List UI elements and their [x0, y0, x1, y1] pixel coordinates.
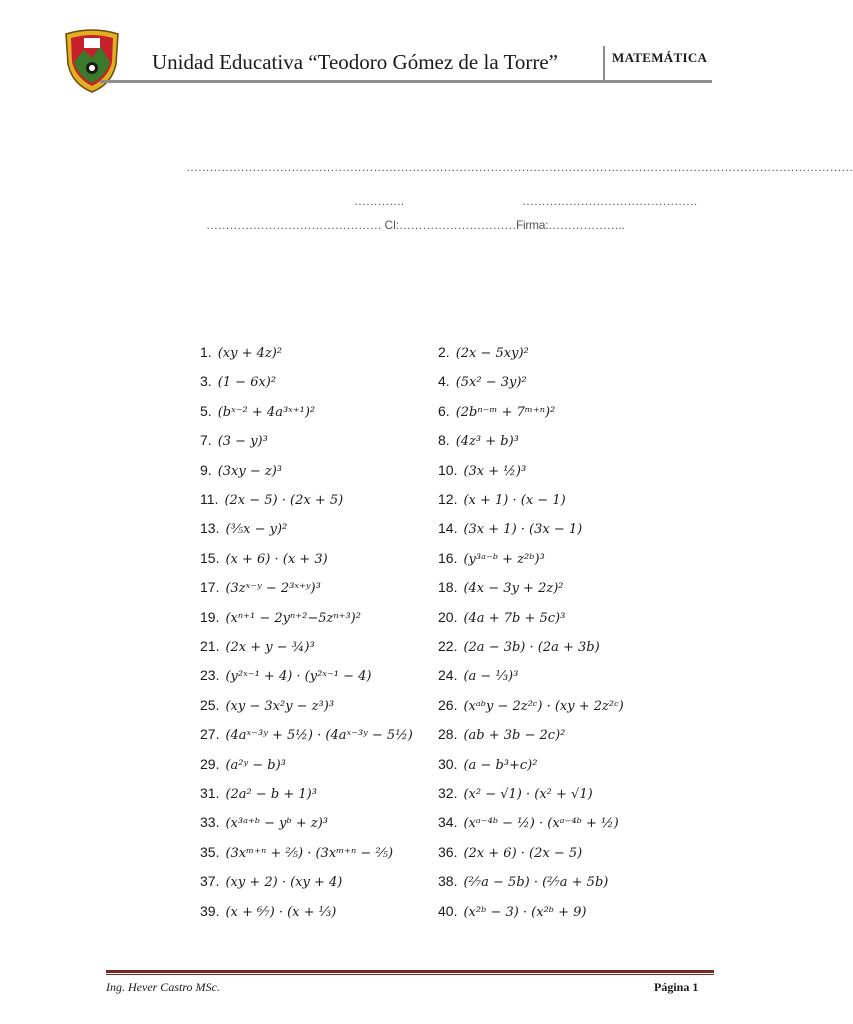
- exercise-item: [438, 667, 518, 684]
- name-line: ………………………………………………………………………………………………………………………………………………………: [186, 160, 853, 174]
- exercise-expression: (2a − 3b) · (2a + 3b): [463, 640, 600, 655]
- exercise-number: 34.: [438, 814, 458, 831]
- exercise-expression: (x + 1) · (x − 1): [463, 493, 566, 508]
- exercise-item: [200, 403, 315, 420]
- exercise-number: 8.: [438, 432, 450, 449]
- exercise-number: 38.: [438, 873, 458, 890]
- exercise-number: 10.: [438, 461, 458, 478]
- exercise-expression: (3x + 1) · (3x − 1): [463, 522, 583, 538]
- exercise-item: [438, 403, 555, 420]
- author-label: Ing. Hever Castro MSc.: [106, 980, 220, 994]
- exercise-item: [438, 638, 600, 655]
- exercise-item: [438, 579, 563, 596]
- exercise-expression: (a²ʸ − b)³: [225, 757, 286, 773]
- exercise-expression: (xⁿ⁺¹ − 2yⁿ⁺²−5zⁿ⁺³)²: [225, 610, 361, 626]
- exercise-number: 23.: [200, 667, 220, 684]
- exercise-expression: (²⁄₇a − 5b) · (²⁄₇a + 5b): [463, 875, 609, 891]
- exercise-item: [438, 373, 527, 390]
- exercise-number: 4.: [438, 373, 450, 390]
- exercise-number: 26.: [438, 696, 458, 713]
- page-number: Página 1: [654, 980, 699, 994]
- exercise-item: [200, 726, 413, 743]
- exercise-number: 31.: [200, 785, 220, 801]
- exercise-item: [438, 462, 526, 479]
- exercise-expression: (2x − 5xy)²: [455, 346, 529, 361]
- exercise-item: [200, 579, 321, 596]
- exercise-item: [200, 491, 343, 508]
- exercise-item: [200, 638, 315, 655]
- exercise-expression: (x + 6) · (x + 3): [225, 551, 328, 567]
- exercise-number: 27.: [200, 726, 220, 743]
- school-crest-icon: [62, 28, 122, 94]
- exercise-expression: (3 − y)³: [217, 434, 268, 450]
- exercise-expression: (a − b³+c)²: [463, 757, 538, 773]
- exercise-item: [200, 814, 328, 831]
- exercise-number: 35.: [200, 843, 220, 860]
- header-rule: [100, 80, 712, 83]
- exercise-number: 7.: [200, 432, 212, 449]
- exercise-item: [200, 432, 268, 449]
- exercise-number: 17.: [200, 579, 220, 596]
- exercise-number: 13.: [200, 520, 220, 537]
- exercise-expression: (xy − 3x²y − z³)³: [225, 698, 335, 714]
- exercise-number: 18.: [438, 579, 458, 596]
- exercise-number: 15.: [200, 549, 220, 566]
- exercise-item: [438, 344, 529, 361]
- exercise-item: [438, 609, 565, 626]
- exercise-expression: (a − ⅓)³: [463, 669, 519, 685]
- exercise-item: [200, 903, 336, 920]
- exercise-expression: (bˣ⁻² + 4a³ˣ⁺¹)²: [217, 404, 316, 420]
- exercise-item: [438, 844, 582, 861]
- exercise-item: [438, 873, 608, 890]
- exercise-expression: (2x + y − ¾)³: [225, 640, 315, 655]
- exercise-expression: (x²ᵇ − 3) · (x²ᵇ + 9): [463, 904, 587, 920]
- exercise-item: [200, 344, 282, 361]
- exercise-expression: (4z³ + b)³: [455, 434, 519, 450]
- exercise-item: [438, 550, 545, 567]
- exercise-expression: (2x + 6) · (2x − 5): [463, 845, 583, 861]
- exercise-item: [200, 844, 393, 861]
- exercise-item: [200, 785, 317, 802]
- exercise-number: 40.: [438, 902, 458, 919]
- exercise-number: 19.: [200, 608, 220, 625]
- exercise-expression: (x² − √1) · (x² + √1): [463, 787, 593, 802]
- exercise-item: [200, 609, 361, 626]
- exercise-item: [200, 550, 328, 567]
- exercise-number: 20.: [438, 608, 458, 625]
- exercise-item: [438, 520, 582, 537]
- exercise-item: [200, 373, 276, 390]
- exercise-expression: (x³ᵃ⁺ᵇ − yᵇ + z)³: [225, 816, 329, 832]
- exercise-expression: (2x − 5) · (2x + 5): [224, 493, 344, 508]
- exercise-number: 1.: [200, 344, 212, 360]
- exercise-item: [200, 520, 287, 537]
- exercise-expression: (2a² − b + 1)³: [225, 787, 317, 802]
- exercise-number: 11.: [200, 491, 219, 507]
- header-divider: [603, 46, 605, 80]
- exercise-expression: (5x² − 3y)²: [455, 375, 527, 391]
- exercise-number: 2.: [438, 344, 450, 360]
- exercise-number: 37.: [200, 873, 220, 890]
- exercise-item: [200, 462, 282, 479]
- exercise-number: 6.: [438, 402, 450, 419]
- exercise-number: 12.: [438, 491, 458, 507]
- exercise-item: [438, 785, 593, 802]
- exercise-number: 24.: [438, 667, 458, 684]
- exercise-number: 33.: [200, 814, 220, 831]
- exercise-number: 14.: [438, 520, 458, 537]
- exercise-item: [438, 491, 566, 508]
- exercise-number: 30.: [438, 755, 458, 772]
- footer-rule-thin: [106, 974, 714, 975]
- exercise-number: 39.: [200, 902, 220, 919]
- exercise-item: [438, 432, 519, 449]
- exercise-item: [438, 903, 587, 920]
- exercise-expression: (1 − 6x)²: [217, 375, 277, 391]
- exercise-expression: (2bⁿ⁻ᵐ + 7ᵐ⁺ⁿ)²: [455, 404, 556, 420]
- exercise-number: 16.: [438, 549, 458, 566]
- exercise-number: 28.: [438, 726, 458, 743]
- exercise-number: 9.: [200, 461, 212, 478]
- exercise-expression: (⅗x − y)²: [225, 522, 288, 538]
- exercise-expression: (3xy − z)³: [217, 463, 282, 479]
- exercise-number: 3.: [200, 373, 212, 390]
- exercise-item: [438, 726, 565, 743]
- exercise-expression: (xy + 2) · (xy + 4): [225, 875, 343, 891]
- exercise-expression: (xy + 4z)²: [217, 346, 282, 361]
- exercise-expression: (xᵃᵇy − 2z²ᶜ) · (xy + 2z²ᶜ): [463, 698, 624, 714]
- course-line: ………….: [354, 194, 404, 208]
- exercise-expression: (4x − 3y + 2z)²: [463, 581, 564, 597]
- id-signature-line: ……………………………………… CI:…………………………Firma:………………..: [206, 218, 625, 232]
- exercise-item: [438, 756, 537, 773]
- exercise-item: [438, 814, 619, 831]
- exercise-number: 36.: [438, 843, 458, 860]
- school-title: Unidad Educativa “Teodoro Gómez de la Torre”: [152, 50, 559, 74]
- footer-rule: [106, 970, 714, 973]
- exercise-number: 5.: [200, 402, 212, 419]
- exercise-item: [200, 756, 286, 773]
- exercise-expression: (3x + ½)³: [463, 463, 527, 479]
- exercise-item: [438, 697, 624, 714]
- exercise-item: [200, 697, 334, 714]
- exercise-expression: (4a + 7b + 5c)³: [463, 610, 566, 626]
- exercise-number: 29.: [200, 755, 220, 772]
- exercise-expression: (ab + 3b − 2c)²: [463, 728, 566, 744]
- exercise-expression: (3zˣ⁻ʸ − 2³ˣ⁺ʸ)³: [225, 581, 321, 597]
- exercise-item: [200, 667, 372, 684]
- exercise-number: 32.: [438, 785, 458, 801]
- exercise-number: 22.: [438, 638, 458, 654]
- date-line: ………………………………………: [522, 194, 698, 208]
- exercise-item: [200, 873, 342, 890]
- exercise-number: 21.: [200, 638, 220, 654]
- exercise-number: 25.: [200, 696, 220, 713]
- exercise-expression: (x + ⁶⁄₇) · (x + ⅓): [225, 904, 337, 920]
- exercise-expression: (xᵃ⁻⁴ᵇ − ½) · (xᵃ⁻⁴ᵇ + ½): [463, 816, 619, 832]
- exercise-expression: (y²ˣ⁻¹ + 4) · (y²ˣ⁻¹ − 4): [225, 669, 372, 685]
- exercise-expression: (4aˣ⁻³ʸ + 5½) · (4aˣ⁻³ʸ − 5½): [225, 728, 413, 744]
- exercise-expression: (y³ᵃ⁻ᵇ + z²ᵇ)³: [463, 551, 545, 567]
- exercise-expression: (3xᵐ⁺ⁿ + ⅖) · (3xᵐ⁺ⁿ − ⅖): [225, 845, 394, 861]
- subject-label: MATEMÁTICA: [612, 50, 708, 65]
